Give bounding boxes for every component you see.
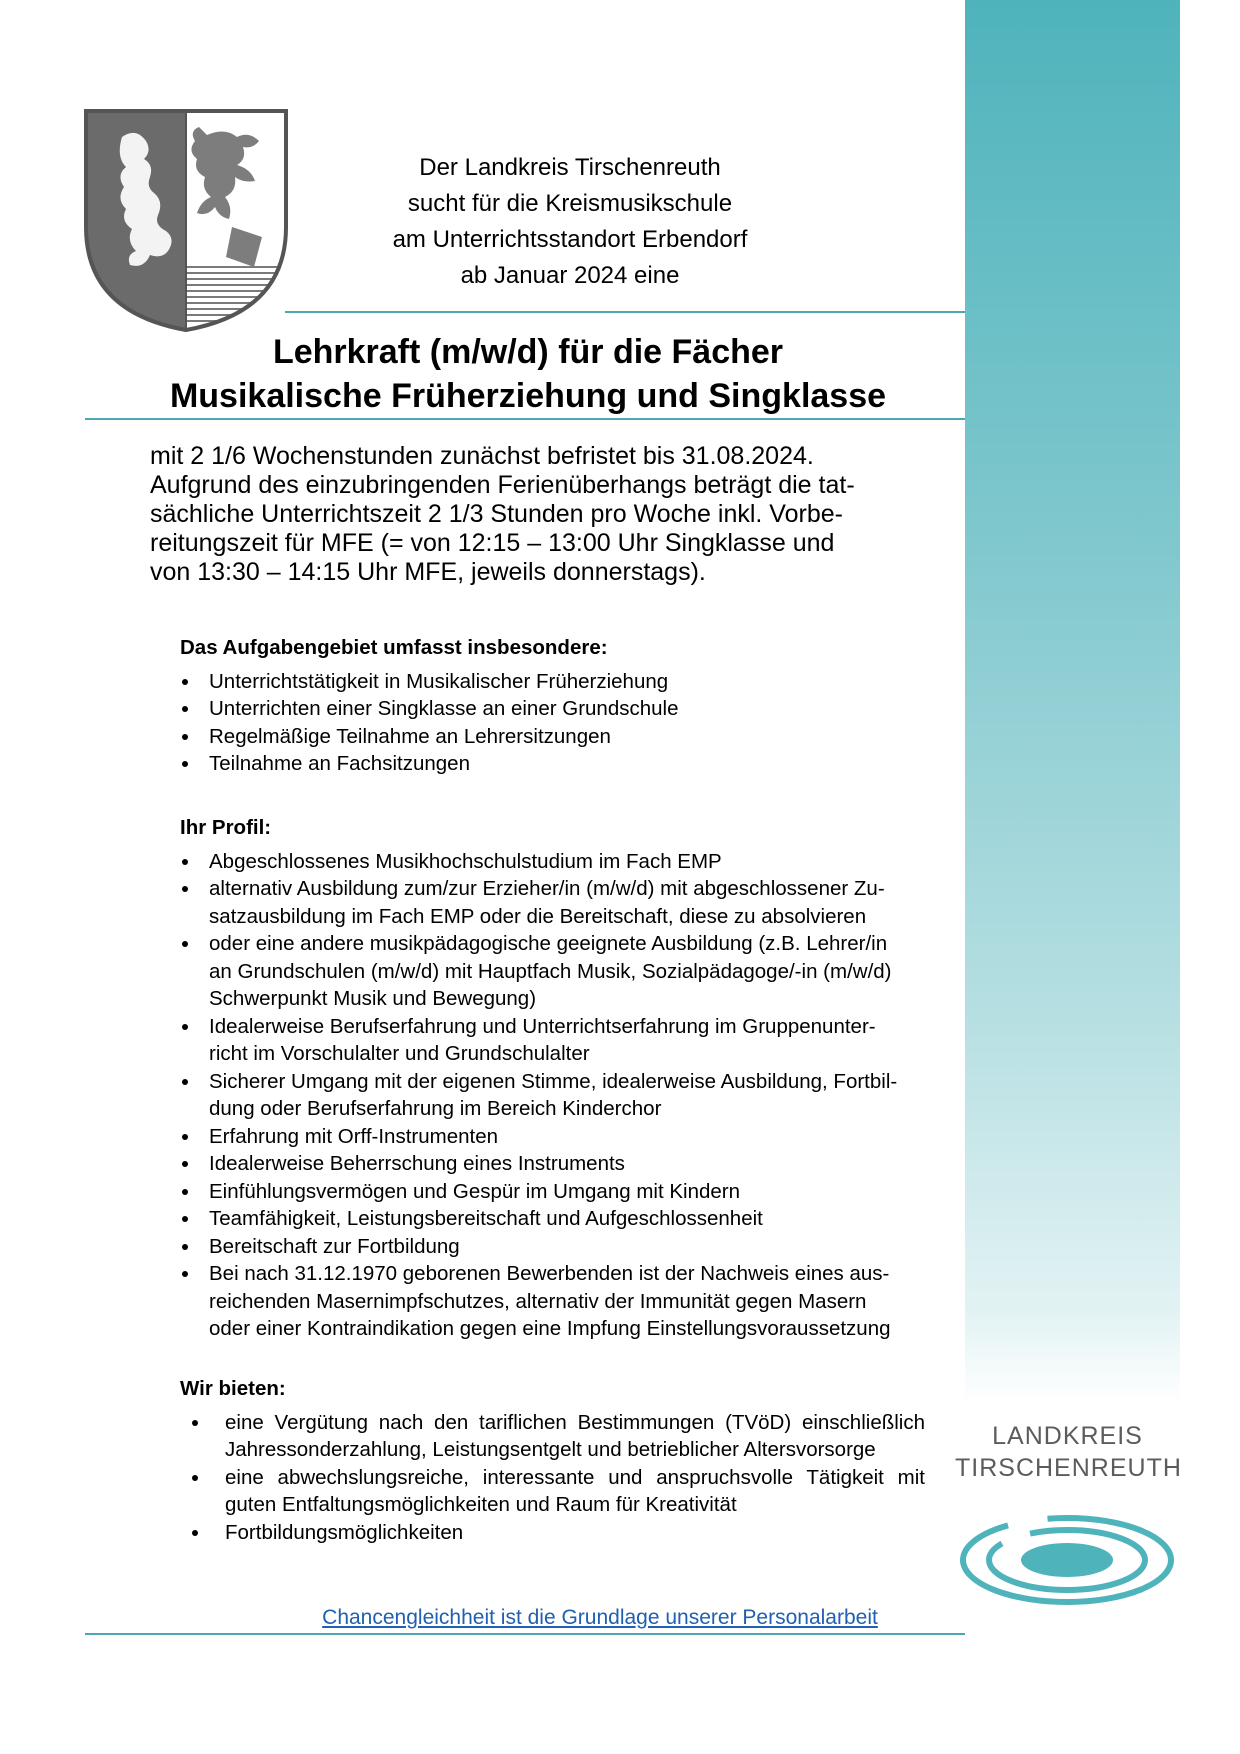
lead-line: reitungszeit für MFE (= von 12:15 – 13:00 Uhr Singklasse und: [150, 529, 835, 557]
list-item: Einfühlungsvermögen und Gespür im Umgang mit Kindern: [180, 1178, 950, 1206]
list-item: Bei nach 31.12.1970 geborenen Bewerbenden ist der Nachweis eines aus- reichenden Masernimpfschutzes, alternativ der Immunität gegen Masern oder einer Kontraindikation gegen eine Impfung Einstellungsvoraussetzung: [180, 1260, 950, 1343]
list-item: eine abwechslungsreiche, interessante und anspruchsvolle Tätigkeit mit guten Entfaltungsmöglichkeiten und Raum für Kreativität: [190, 1464, 925, 1519]
list-item: alternativ Ausbildung zum/zur Erzieher/in (m/w/d) mit abgeschlossener Zu- satzausbildung im Fach EMP oder die Bereitschaft, diese zu absolvieren: [180, 875, 950, 930]
job-title-line: Musikalische Früherziehung und Singklasse: [169, 377, 887, 415]
divider-bottom: [85, 1633, 965, 1635]
intro-text: [320, 150, 820, 294]
brand-wordmark: [955, 1420, 1180, 1484]
list-item: Fortbildungsmöglichkeiten: [190, 1519, 925, 1547]
equal-opportunity-link[interactable]: Chancengleichheit ist die Grundlage unserer Personalarbeit: [322, 1606, 878, 1629]
profile-heading: Ihr Profil:: [180, 816, 272, 839]
lead-line: von 13:30 – 14:15 Uhr MFE, jeweils donnerstags).: [150, 558, 706, 586]
offer-heading: Wir bieten:: [180, 1377, 286, 1400]
list-item: oder eine andere musikpädagogische geeignete Ausbildung (z.B. Lehrer/in an Grundschulen (m/w/d) mit Hauptfach Musik, Sozialpädagoge/-in (m/w/d) Schwerpunkt Musik und Bewegung): [180, 930, 950, 1013]
list-item: Abgeschlossenes Musikhochschulstudium im Fach EMP: [180, 848, 950, 876]
lead-paragraph: [150, 442, 940, 587]
brand-line: LANDKREIS: [992, 1422, 1143, 1450]
lead-line: sächliche Unterrichtszeit 2 1/3 Stunden pro Woche inkl. Vorbe-: [150, 500, 843, 528]
list-item: Unterrichtstätigkeit in Musikalischer Früherziehung: [180, 668, 950, 696]
job-title: [88, 330, 968, 418]
decorative-sidebar: [965, 0, 1180, 1754]
coat-of-arms-icon: [82, 107, 290, 334]
brand-line: TIRSCHENREUTH: [955, 1454, 1182, 1482]
list-item: Idealerweise Beherrschung eines Instruments: [180, 1150, 950, 1178]
tasks-section: [180, 634, 950, 778]
intro-line: Der Landkreis Tirschenreuth: [419, 154, 721, 181]
offer-section: [180, 1375, 925, 1546]
list-item: Idealerweise Berufserfahrung und Unterrichtserfahrung im Gruppenunter- richt im Vorschulalter und Grundschulalter: [180, 1013, 950, 1068]
tasks-heading: Das Aufgabengebiet umfasst insbesondere:: [180, 636, 608, 659]
list-item: Teamfähigkeit, Leistungsbereitschaft und Aufgeschlossenheit: [180, 1205, 950, 1233]
profile-section: [180, 814, 950, 1343]
list-item: Regelmäßige Teilnahme an Lehrersitzungen: [180, 723, 950, 751]
lead-line: mit 2 1/6 Wochenstunden zunächst befristet bis 31.08.2024.: [150, 442, 814, 470]
profile-list: [180, 848, 950, 1343]
tasks-list: [180, 668, 950, 778]
job-title-line: Lehrkraft (m/w/d) für die Fächer: [272, 333, 784, 371]
list-item: Teilnahme an Fachsitzungen: [180, 750, 950, 778]
list-item: Unterrichten einer Singklasse an einer Grundschule: [180, 695, 950, 723]
lead-line: Aufgrund des einzubringenden Ferienüberhangs beträgt die tat-: [150, 471, 855, 499]
list-item: Sicherer Umgang mit der eigenen Stimme, idealerweise Ausbildung, Fortbil- dung oder Berufserfahrung im Bereich Kinderchor: [180, 1068, 950, 1123]
divider-top: [285, 311, 965, 313]
intro-line: ab Januar 2024 eine: [460, 262, 680, 289]
divider-title: [85, 418, 965, 420]
landkreis-logo-icon: [955, 1500, 1180, 1610]
intro-line: sucht für die Kreismusikschule: [407, 190, 733, 217]
offer-list: [190, 1409, 925, 1547]
list-item: Erfahrung mit Orff-Instrumenten: [180, 1123, 950, 1151]
list-item: Bereitschaft zur Fortbildung: [180, 1233, 950, 1261]
intro-line: am Unterrichtsstandort Erbendorf: [392, 226, 748, 253]
list-item: eine Vergütung nach den tariflichen Bestimmungen (TVöD) einschließlich Jahressonderzahlung, Leistungsentgelt und betrieblicher Altersvorsorge: [190, 1409, 925, 1464]
